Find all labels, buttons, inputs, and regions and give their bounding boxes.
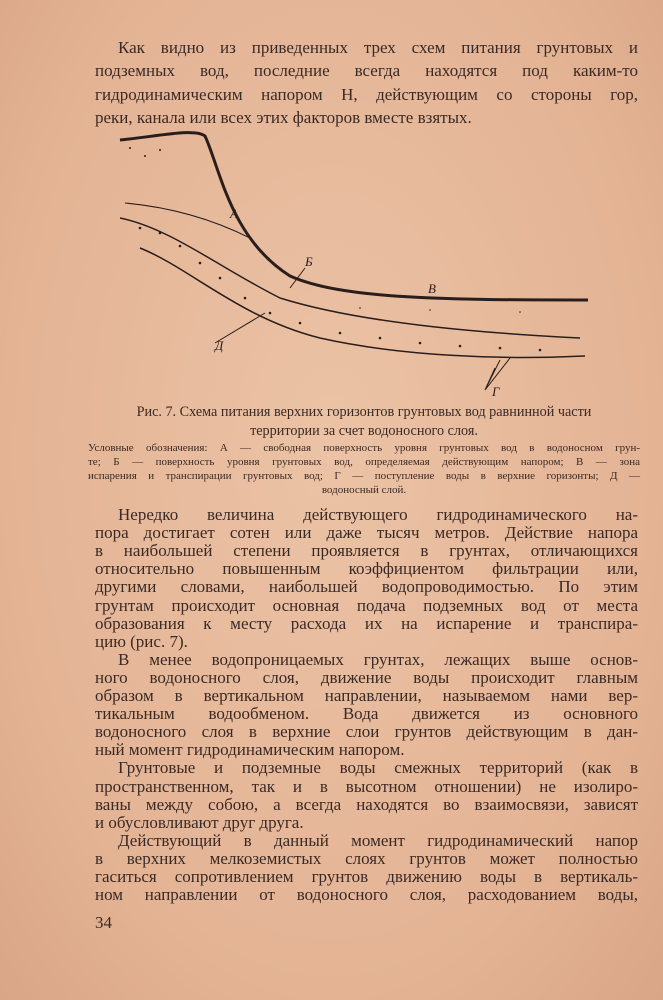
text-line: ного водоносного слоя, движение воды происходит главным xyxy=(95,668,638,687)
text-line: пора достигает сотен или даже тысяч метров. Действие напора xyxy=(95,523,638,542)
text-line: В менее водопроницаемых грунтах, лежащих выше основ- xyxy=(118,650,638,669)
text-line: водоносного слоя в верхние слои грунтов действующим в дан- xyxy=(95,722,638,741)
figure-legend-line: Условные обозначения: А — свободная поверхность уровня грунтовых вод в водоносном грун- xyxy=(88,442,640,454)
figure-legend-line: водоносный слой. xyxy=(321,484,407,496)
figure-legend-line: испарения и транспирации грунтовых вод; Г — поступление воды в верхние горизонты; Д — xyxy=(88,470,640,482)
text-line: гидродинамическим напором H, действующим со стороны гор, xyxy=(95,85,638,104)
text-line: Действующий в данный момент гидродинамический напор xyxy=(118,831,638,850)
text-line: ном направлении от водоносного слоя, расходованием воды, xyxy=(95,885,638,904)
text-line: и обусловливают друг друга. xyxy=(95,813,304,832)
text-line: другими словами, наибольшей водопроводимостью. По этим xyxy=(95,577,638,596)
aquifer-top xyxy=(120,218,580,338)
text-line: образом в вертикальном направлении, называемом нами вер- xyxy=(95,686,638,705)
label-b: Б xyxy=(305,254,313,269)
text-line: Как видно из приведенных трех схем питания грунтовых и xyxy=(118,38,638,57)
label-a: А xyxy=(230,206,238,221)
text-line: пространственном, так и в высотном отношении) не изолиро- xyxy=(95,777,638,796)
text-line: подземных вод, последние всегда находятся под каким-то xyxy=(95,61,638,80)
text-line: тикальным водообменом. Вода движется из основного xyxy=(95,704,638,723)
aquifer-gravel-dots xyxy=(129,147,541,351)
label-g: Г xyxy=(492,384,500,398)
text-line: относительно повышенным коэффициентом фильтрации или, xyxy=(95,559,638,578)
figure-7-diagram xyxy=(100,128,600,398)
page-number: 34 xyxy=(95,913,112,932)
text-line: Нередко величина действующего гидродинамического на- xyxy=(118,505,638,524)
figure-caption-line: Рис. 7. Схема питания верхних горизонтов грунтовых вод равнинной части xyxy=(136,404,592,420)
figure-caption-line: территории за счет водоносного слоя. xyxy=(250,423,478,439)
text-line: образования к месту расхода их на испарение и транспира- xyxy=(95,614,638,633)
text-line: в наибольшей степени проявляется в грунтах, отличающихся xyxy=(95,541,638,560)
text-line: ный момент гидродинамическим напором. xyxy=(95,740,405,759)
text-line: ваны между собою, а всегда находятся во взаимосвязи, зависят xyxy=(95,795,638,814)
text-line: реки, канала или всех этих факторов вместе взятых. xyxy=(95,108,472,127)
text-line: грунтам происходит основная подача подземных вод от места xyxy=(95,596,638,615)
text-line: в верхних мелкоземистых слоях грунтов может полностью xyxy=(95,849,638,868)
text-line: цию (рис. 7). xyxy=(95,632,188,651)
text-line: Грунтовые и подземные воды смежных территорий (как в xyxy=(118,758,638,777)
aquifer-bottom xyxy=(140,248,585,357)
label-v: В xyxy=(428,281,436,296)
figure-legend-line: те; Б — поверхность уровня грунтовых вод, определяемая действующим напором; В — зона xyxy=(88,456,640,468)
label-d: Д xyxy=(215,338,224,353)
text-line: гаситься сопротивлением грунтов движению воды в вертикаль- xyxy=(95,867,638,886)
